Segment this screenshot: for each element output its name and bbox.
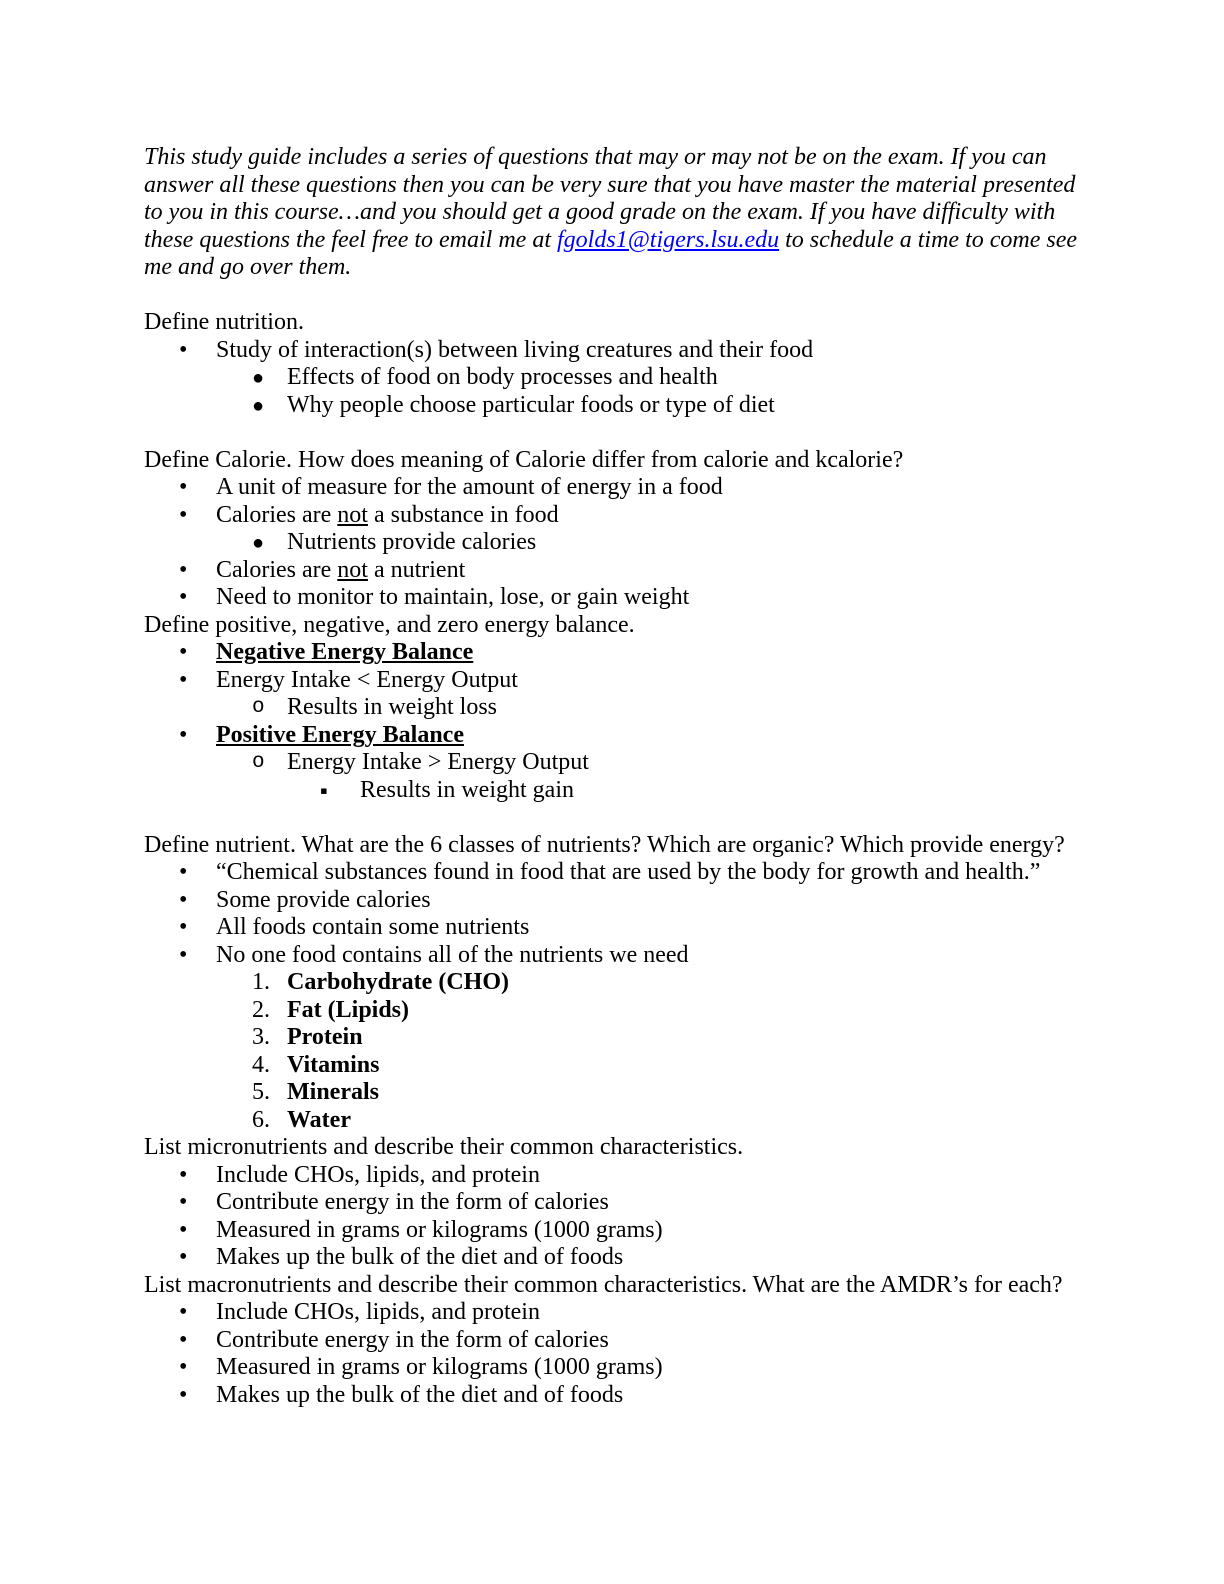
intro-text-before: This study guide includes a series of questions that may or may not be on the exam. If you can answer all these questions then you can be very sure that you have master the material presented to you in this course…and you should get a good grade on the exam. If you have difficulty with these questions the feel free to email me at xyxy=(144,144,1076,253)
blank-line xyxy=(144,804,1080,832)
list-item-text: Carbohydrate (CHO) xyxy=(287,969,509,995)
list-item xyxy=(144,1327,1080,1355)
list-item xyxy=(144,474,1080,502)
numbered-list-item xyxy=(144,1024,1080,1052)
numbered-list-item xyxy=(144,1107,1080,1135)
list-item xyxy=(144,1382,1080,1410)
list-item xyxy=(144,1217,1080,1245)
bullet-icon: • xyxy=(179,1216,188,1243)
bullet-icon: • xyxy=(179,1381,188,1408)
list-item xyxy=(144,1354,1080,1382)
list-number: 3. xyxy=(252,1024,270,1050)
underlined-text: not xyxy=(337,556,368,583)
bullet-icon: • xyxy=(179,1189,188,1215)
list-item-text xyxy=(216,502,559,528)
text-segment: Calories are xyxy=(216,501,338,528)
list-item xyxy=(144,859,1080,887)
intro-paragraph xyxy=(144,144,1080,282)
list-item-text: Need to monitor to maintain, lose, or gain weight xyxy=(216,584,690,610)
list-item xyxy=(144,502,1080,530)
list-number: 6. xyxy=(252,1106,270,1133)
list-item xyxy=(144,722,1080,750)
filled-circle-bullet-icon: ● xyxy=(252,532,265,554)
bullet-icon: • xyxy=(179,666,188,693)
list-item-text: Contribute energy in the form of calories xyxy=(216,1326,609,1353)
list-item xyxy=(144,1244,1080,1272)
list-item xyxy=(144,914,1080,942)
text-segment: Calories are xyxy=(216,556,338,583)
bullet-icon: • xyxy=(179,1161,188,1188)
bullet-icon: • xyxy=(179,584,188,610)
list-item xyxy=(144,942,1080,970)
intro-text-after: to schedule a time to come see me and go over them. xyxy=(144,226,1078,280)
bullet-icon: • xyxy=(179,474,188,500)
list-number: 1. xyxy=(252,969,270,995)
filled-circle-bullet-icon: ● xyxy=(252,367,265,389)
circle-o-bullet-icon: o xyxy=(252,751,265,774)
list-item-text: Some provide calories xyxy=(216,886,431,913)
list-item-text: Study of interaction(s) between living creatures and their food xyxy=(216,336,814,363)
list-number: 2. xyxy=(252,996,270,1023)
list-item-text: No one food contains all of the nutrients we need xyxy=(216,941,689,968)
bullet-icon: • xyxy=(179,914,188,940)
section-heading-macronutrients: List macronutrients and describe their common characteristics. What are the AMDR’s for each? xyxy=(144,1271,1063,1298)
text-segment: a nutrient xyxy=(367,556,466,583)
list-item xyxy=(144,364,1080,392)
numbered-list-item xyxy=(144,997,1080,1025)
blank-line xyxy=(144,282,1080,310)
underlined-text: not xyxy=(337,501,368,528)
list-item-text: Contribute energy in the form of calories xyxy=(216,1189,609,1215)
numbered-list-item xyxy=(144,969,1080,997)
bullet-icon: • xyxy=(179,886,188,913)
bullet-icon: • xyxy=(179,1326,188,1353)
bullet-icon: • xyxy=(179,336,188,363)
list-item-text: Measured in grams or kilograms (1000 grams) xyxy=(216,1354,663,1380)
bullet-icon: • xyxy=(179,556,188,583)
list-item-text: All foods contain some nutrients xyxy=(216,914,530,940)
list-item-text: Include CHOs, lipids, and protein xyxy=(216,1161,540,1188)
square-bullet-icon: ▪ xyxy=(320,777,328,803)
list-item xyxy=(144,584,1080,612)
section-heading-define-calorie: Define Calorie. How does meaning of Calorie differ from calorie and kcalorie? xyxy=(144,446,904,473)
list-item-text: Water xyxy=(287,1106,351,1133)
list-item-text: “Chemical substances found in food that are used by the body for growth and health.” xyxy=(216,859,1041,885)
list-item-text: Measured in grams or kilograms (1000 grams) xyxy=(216,1216,663,1243)
list-item xyxy=(144,777,1080,805)
bullet-icon: • xyxy=(179,859,188,885)
blank-line xyxy=(144,419,1080,447)
section-heading-define-nutrient: Define nutrient. What are the 6 classes of nutrients? Which are organic? Which provide energy? xyxy=(144,831,1065,858)
list-item-text: Vitamins xyxy=(287,1051,380,1078)
numbered-list-item xyxy=(144,1052,1080,1080)
list-item xyxy=(144,639,1080,667)
bullet-icon: • xyxy=(179,721,188,748)
list-item-text: Energy Intake < Energy Output xyxy=(216,666,518,693)
list-item-text: Protein xyxy=(287,1024,363,1050)
list-item xyxy=(144,694,1080,722)
list-item-text: Positive Energy Balance xyxy=(216,721,464,748)
list-item xyxy=(144,1299,1080,1327)
section-heading-define-nutrition: Define nutrition. xyxy=(144,309,304,335)
list-item xyxy=(144,557,1080,585)
list-item-text: Makes up the bulk of the diet and of foods xyxy=(216,1244,624,1270)
list-item xyxy=(144,667,1080,695)
list-item-text: A unit of measure for the amount of energy in a food xyxy=(216,474,723,500)
text-segment: a substance in food xyxy=(367,501,559,528)
list-item-text: Fat (Lipids) xyxy=(287,996,410,1023)
bullet-icon: • xyxy=(179,1354,188,1380)
list-item xyxy=(144,529,1080,557)
list-item xyxy=(144,1162,1080,1190)
list-item xyxy=(144,887,1080,915)
list-item-text: Negative Energy Balance xyxy=(216,639,474,665)
section-heading-micronutrients: List micronutrients and describe their common characteristics. xyxy=(144,1134,744,1160)
email-link[interactable]: fgolds1@tigers.lsu.edu xyxy=(557,226,780,253)
circle-o-bullet-icon: o xyxy=(252,696,265,719)
list-item xyxy=(144,392,1080,420)
bullet-icon: • xyxy=(179,941,188,968)
list-item-text: Nutrients provide calories xyxy=(287,529,537,555)
list-item-text: Energy Intake > Energy Output xyxy=(287,749,589,775)
list-item xyxy=(144,1189,1080,1217)
list-item-text: Why people choose particular foods or type of diet xyxy=(287,391,775,418)
list-item-text xyxy=(216,557,465,583)
filled-circle-bullet-icon: ● xyxy=(252,394,265,417)
bullet-icon: • xyxy=(179,639,188,665)
list-number: 4. xyxy=(252,1051,270,1078)
list-item-text: Include CHOs, lipids, and protein xyxy=(216,1299,540,1325)
section-heading-energy-balance: Define positive, negative, and zero energy balance. xyxy=(144,611,635,638)
list-item-text: Effects of food on body processes and health xyxy=(287,364,718,390)
list-item xyxy=(144,749,1080,777)
list-item-text: Results in weight gain xyxy=(360,776,574,803)
bullet-icon: • xyxy=(179,501,188,528)
list-item-text: Minerals xyxy=(287,1079,379,1105)
list-item-text: Makes up the bulk of the diet and of foods xyxy=(216,1381,624,1408)
list-item xyxy=(144,337,1080,365)
list-number: 5. xyxy=(252,1079,270,1105)
list-item-text: Results in weight loss xyxy=(287,694,498,720)
bullet-icon: • xyxy=(179,1244,188,1270)
numbered-list-item xyxy=(144,1079,1080,1107)
bullet-icon: • xyxy=(179,1299,188,1325)
